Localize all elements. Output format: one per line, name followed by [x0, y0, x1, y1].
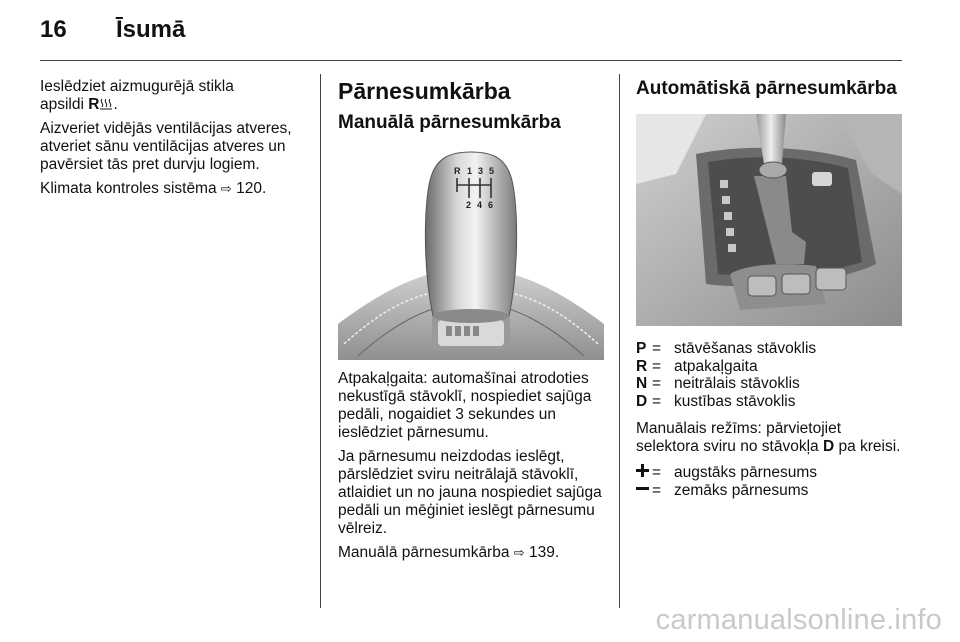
paragraph-ventilation: Aizveriet vidējās ventilācijas atveres, atveriet sānu ventilācijas atveres un pavērsiet tās pret durvju logiem.: [40, 120, 292, 173]
knob-letter-2: 2: [466, 200, 472, 210]
column-2: [338, 78, 606, 568]
knob-letter-1: 1: [467, 166, 473, 176]
paragraph-manual-mode: Manuālais režīms: pārvietojiet selektora sviru no stāvokļa D pa kreisi.: [636, 420, 901, 455]
watermark: carmanualsonline.info: [655, 604, 942, 636]
minus-icon: [636, 482, 652, 500]
page-number: 16: [40, 16, 67, 43]
shift-symbol-legend: [636, 464, 904, 499]
paragraph-manual-ref: Manuālā pārnesumkārba ⇨ 139.: [338, 544, 560, 561]
heater-lines-icon: [99, 98, 113, 110]
knob-letter-r: R: [454, 166, 461, 176]
page-ref-arrow-icon: ⇨: [513, 545, 525, 560]
paragraph-reverse: Atpakaļgaita: automašīnai atrodoties nekustīgā stāvoklī, nospiediet sajūga pedāli, nogaidiet 3 sekundes un ieslēdziet pārnesumu.: [338, 370, 592, 441]
position-d-label: D: [822, 438, 835, 455]
legend-row-p: P = stāvēšanas stāvoklis: [636, 340, 817, 357]
knob-letter-4: 4: [477, 200, 483, 210]
chapter-title: Īsumā: [116, 16, 186, 43]
legend-row-minus: = zemāks pārnesums: [636, 482, 904, 500]
page-ref-arrow-icon: ⇨: [220, 181, 232, 196]
legend-row-r: R = atpakaļgaita: [636, 357, 758, 375]
automatic-selector-illustration: [636, 114, 902, 326]
paragraph-retry: Ja pārnesumu neizdodas ieslēgt, pārslēdziet sviru neitrālajā stāvoklī, atlaidiet un no jauna nospiediet sajūga pedāli un mēģiniet ieslēgt pārnesumu vēlreiz.: [338, 448, 602, 537]
legend-row-plus: = augstāks pārnesums: [636, 464, 904, 482]
rear-window-heater-icon: R: [88, 96, 100, 113]
knob-letter-6: 6: [488, 200, 494, 210]
paragraph-rear-heater: Ieslēdziet aizmugurējā stikla apsildi R .: [40, 78, 234, 113]
gear-knob-illustration: [338, 144, 604, 360]
section-subtitle: Manuālā pārnesumkārba: [338, 112, 561, 133]
section-title-automatic: Automātiskā pārnesumkārba: [636, 78, 897, 99]
page-header: [40, 16, 185, 44]
knob-letter-3: 3: [478, 166, 484, 176]
legend-row-d: D = kustības stāvoklis: [636, 392, 796, 410]
plus-icon: [636, 464, 652, 482]
column-3: [636, 78, 904, 509]
section-title: Pārnesumkārba: [338, 78, 511, 104]
knob-letter-5: 5: [489, 166, 495, 176]
column-divider-2: [619, 74, 620, 608]
legend-row-n: N = neitrālais stāvoklis: [636, 375, 800, 392]
column-divider-1: [320, 74, 321, 608]
column-1: [40, 78, 310, 204]
gear-position-legend: [636, 340, 904, 410]
paragraph-climate-ref: Klimata kontroles sistēma ⇨ 120.: [40, 180, 267, 197]
header-rule: [40, 60, 902, 61]
